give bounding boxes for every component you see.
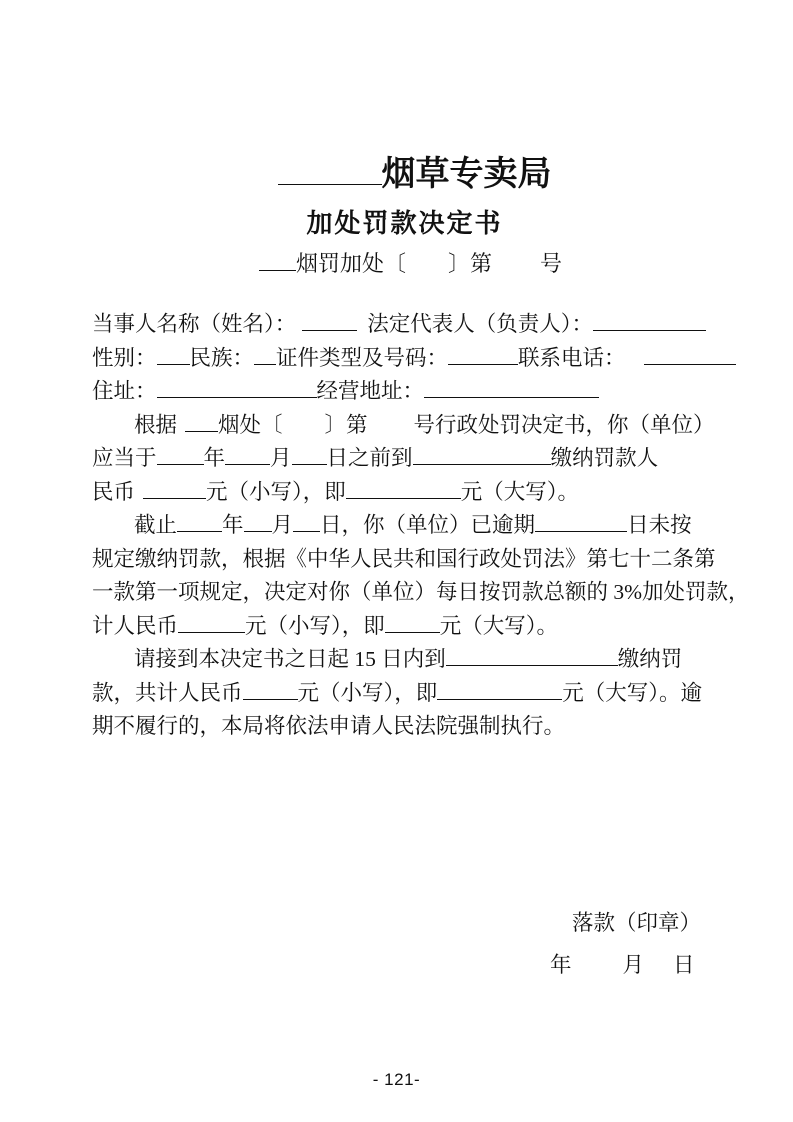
form-line: [92, 308, 732, 342]
text-run: 规定缴纳罚款，根据《中华人民共和国行政处罚法》第七十二条第: [92, 546, 716, 571]
blank-field: [157, 444, 204, 465]
bureau-name-blank-field: [278, 153, 382, 185]
text-run: 月: [271, 513, 294, 537]
document-number-line: [14, 247, 793, 278]
text-run: 经营地址：: [316, 379, 425, 403]
text-run: 烟罚加处〔: [295, 251, 406, 276]
text-run: 缴纳罚款人: [550, 446, 659, 470]
space-gap: [492, 251, 540, 271]
text-run: 日，你（单位）已逾期: [320, 513, 536, 537]
form-line: [92, 509, 732, 543]
bureau-title-text: 烟草专卖局: [381, 156, 552, 193]
text-run: 请接到本决定书之日起 15 日内到: [134, 647, 446, 671]
form-line: [92, 442, 732, 476]
text-run: 证件类型及号码：: [276, 345, 449, 370]
text-run: 〕第: [447, 251, 492, 276]
text-run: 年: [203, 446, 226, 470]
text-run: 元（小写），即: [245, 613, 385, 638]
text-run: 民族：: [189, 345, 255, 370]
form-line: [92, 543, 732, 577]
space-gap: [357, 311, 367, 331]
blank-field: [385, 612, 440, 633]
text-run: 月: [270, 446, 292, 470]
blank-field: [346, 478, 461, 499]
blank-field: [157, 377, 317, 398]
space-gap: [283, 412, 325, 432]
space-gap: [406, 251, 448, 271]
date-year-label: 年: [550, 953, 572, 977]
text-run: 期不履行的，本局将依法申请人民法院强制执行。: [92, 714, 566, 738]
blank-field: [243, 679, 298, 700]
blank-field: [293, 511, 320, 532]
text-run: 一款第一项规定，决定对你（单位）每日按罚款总额的 3%加处罚款，: [92, 580, 750, 604]
blank-field: [178, 612, 245, 633]
text-run: 日未按: [627, 513, 692, 537]
signature-date-line: [550, 948, 695, 979]
blank-field: [259, 250, 296, 271]
blank-field: [437, 679, 562, 700]
blank-field: [446, 645, 618, 666]
text-run: 联系电话：: [518, 345, 626, 370]
text-run: 日之前到: [326, 446, 413, 470]
text-run: 当事人名称（姓名）：: [92, 312, 297, 336]
text-run: 缴纳罚: [617, 647, 683, 671]
text-run: 元（大写）。逾: [562, 680, 703, 705]
text-run: 民币: [92, 479, 136, 504]
space-gap: [368, 412, 414, 432]
text-run: 计人民币: [92, 613, 179, 638]
document-type-title: 加处罚款决定书: [306, 208, 503, 238]
form-line: [92, 576, 750, 610]
form-line: [92, 710, 732, 744]
space-gap: [626, 345, 644, 365]
blank-field: [292, 444, 327, 465]
text-run: 号行政处罚决定书，你（单位）: [413, 412, 715, 437]
space-gap: [135, 479, 143, 499]
blank-field: [593, 310, 706, 331]
blank-field: [413, 444, 551, 465]
text-run: 法定代表人（负责人）：: [367, 312, 594, 336]
text-run: 住址：: [92, 379, 157, 403]
blank-field: [185, 411, 218, 432]
text-run: 应当于: [92, 446, 157, 470]
form-line: [92, 677, 732, 711]
text-run: 元（大写）。: [439, 613, 559, 638]
blank-field: [254, 344, 276, 365]
form-line: [92, 610, 732, 644]
space-gap: [177, 412, 185, 432]
page-number: - 121-: [372, 1070, 421, 1089]
form-line: [92, 342, 732, 376]
signature-seal-label: 落款（印章）: [572, 911, 702, 935]
date-month-label: 月: [622, 953, 645, 977]
text-run: 款，共计人民币: [92, 680, 243, 705]
text-run: 元（大写）。: [460, 479, 580, 504]
blank-field: [244, 511, 272, 532]
blank-field: [225, 444, 270, 465]
blank-field: [177, 511, 222, 532]
blank-field: [424, 377, 599, 398]
form-line: [92, 643, 732, 677]
date-day-label: 日: [673, 953, 695, 977]
text-run: 年: [222, 513, 244, 537]
bureau-title-line: [18, 146, 793, 195]
form-body: [92, 308, 750, 744]
text-run: 烟处〔: [218, 412, 283, 437]
blank-field: [448, 344, 518, 365]
text-run: 性别：: [92, 345, 157, 370]
form-line: [92, 375, 732, 409]
text-run: 根据: [134, 412, 178, 437]
form-line: [92, 476, 732, 510]
text-run: 〕第: [324, 412, 368, 437]
blank-field: [535, 511, 627, 532]
blank-field: [157, 344, 190, 365]
text-run: 元（小写），即: [297, 680, 438, 705]
text-run: 号: [540, 251, 563, 276]
text-run: 截止: [134, 513, 178, 537]
blank-field: [302, 310, 357, 331]
form-line: [92, 409, 732, 443]
text-run: 元（小写），即: [206, 479, 346, 504]
blank-field: [143, 478, 206, 499]
blank-field: [644, 344, 736, 365]
